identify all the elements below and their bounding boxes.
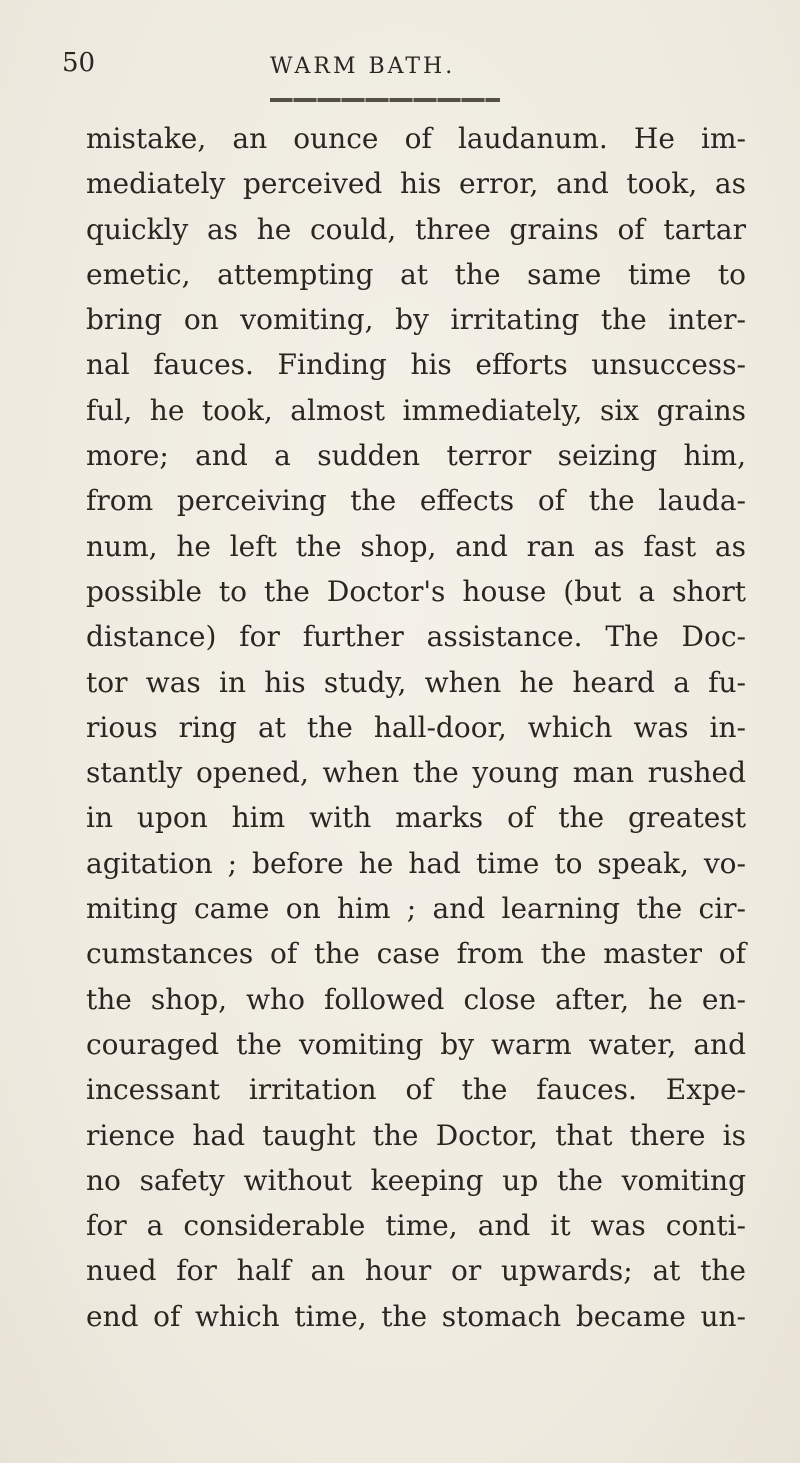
text-line: distance) for further assistance. The Doc-	[86, 620, 746, 654]
text-line: tor was in his study, when he heard a fu-	[86, 665, 746, 699]
text-line: more; and a sudden terror seizing him,	[86, 439, 746, 473]
text-line: in upon him with marks of the greatest	[86, 801, 746, 835]
text-line: bring on vomiting, by irritating the inter-	[86, 303, 746, 337]
text-line: mistake, an ounce of laudanum. He im-	[86, 122, 746, 155]
text-line: miting came on him ; and learning the cir-	[86, 892, 746, 926]
text-line: for a considerable time, and it was conti-	[86, 1209, 746, 1243]
text-line: quickly as he could, three grains of tartar	[86, 212, 746, 246]
text-line: end of which time, the stomach became un-	[86, 1299, 746, 1333]
body-text	[86, 116, 746, 1339]
text-line: nued for half an hour or upwards; at the	[86, 1254, 746, 1288]
text-line: couraged the vomiting by warm water, and	[86, 1027, 746, 1061]
text-line: nal fauces. Finding his efforts unsuccess-	[86, 348, 746, 382]
text-line: ful, he took, almost immediately, six grains	[86, 393, 746, 427]
text-line: from perceiving the effects of the lauda-	[86, 484, 746, 518]
text-line: agitation ; before he had time to speak, vo-	[86, 846, 746, 880]
running-head: WARM BATH.	[270, 54, 456, 79]
text-line: cumstances of the case from the master of	[86, 937, 746, 971]
page-header	[0, 48, 800, 88]
text-line: mediately perceived his error, and took, as	[86, 167, 746, 201]
text-line: rious ring at the hall-door, which was in-	[86, 710, 746, 744]
text-line: incessant irritation of the fauces. Expe-	[86, 1073, 746, 1107]
text-line: stantly opened, when the young man rushed	[86, 756, 746, 790]
text-line: emetic, attempting at the same time to	[86, 257, 746, 291]
text-line: possible to the Doctor's house (but a short	[86, 574, 746, 608]
page-number: 50	[62, 48, 96, 78]
text-line: no safety without keeping up the vomiting	[86, 1163, 746, 1197]
header-rule	[270, 98, 500, 102]
text-line: rience had taught the Doctor, that there is	[86, 1118, 746, 1152]
text-line: num, he left the shop, and ran as fast as	[86, 529, 746, 563]
text-line: the shop, who followed close after, he en-	[86, 982, 746, 1016]
